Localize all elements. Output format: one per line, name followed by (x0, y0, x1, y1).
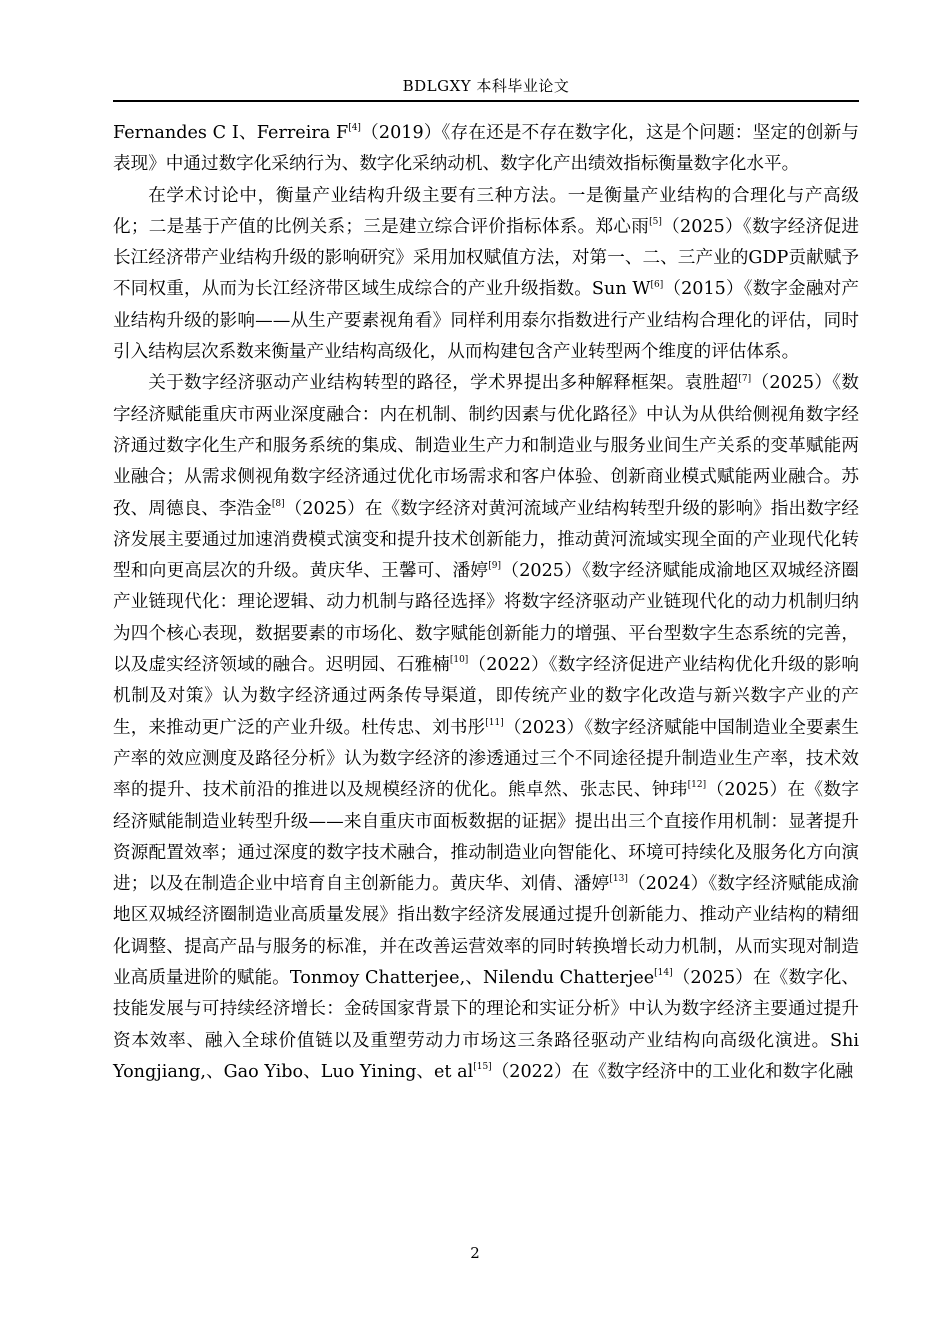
citation-marker: [15] (473, 1062, 492, 1073)
citation-marker: [14] (654, 968, 673, 979)
paragraph (113, 181, 859, 369)
paragraph (113, 368, 859, 1088)
citation-marker: [5] (649, 217, 662, 228)
text-run: Fernandes C I、Ferreira F (113, 123, 349, 143)
text-run: 在学术讨论中，衡量产业结构升级主要有三种方法。一是衡量产业结构的合理化与产高级化；二是基于产值的比例关系；三是建立综合评价指标体系。郑心雨 (113, 185, 859, 237)
citation-marker: [10] (449, 655, 469, 666)
text-run: （2023）《数字经济赋能中国制造业全要素生产率的效应测度及路径分析》认为数字经济的渗透通过三个不同途径提升制造业生产率，技术效率的提升、技术前沿的推进以及规模经济的优化。熊卓然、张志民、钟玮 (113, 717, 859, 801)
citation-marker: [4] (348, 123, 361, 134)
citation-marker: [12] (687, 780, 707, 791)
text-run: （2025）在《数字化、技能发展与可持续经济增长：金砖国家背景下的理论和实证分析》中认为数字经济主要通过提升资本效率、融入全球价值链以及重塑劳动力市场这三条路径驱动产业结构向高级化演进。Shi Yongjiang,、Gao Yibo、Luo Yining、et al (113, 968, 859, 1082)
paragraph (113, 118, 859, 181)
citation-marker: [9] (488, 561, 502, 572)
text-run: （2024）《数字经济赋能成渝地区双城经济圈制造业高质量发展》指出数字经济发展通过提升创新能力、推动产业结构的精细化调整、提高产品与服务的标准，并在改善运营效率的同时转换增长动力机制，从而实现对制造业高质量进阶的赋能。Tonmoy Chatterjee,、Nilendu Chatterjee (113, 874, 859, 989)
text-run: （2025）《数字经济赋能成渝地区双城经济圈产业链现代化：理论逻辑、动力机制与路径选择》将数字经济驱动产业链现代化的动力机制归纳为四个核心表现，数据要素的市场化、数字赋能创新能力的增强、平台型数字生态系统的完善，以及虚实经济领域的融合。迟明园、石雅楠 (113, 561, 859, 676)
text-run: 关于数字经济驱动产业结构转型的路径，学术界提出多种解释框架。袁胜超 (148, 373, 739, 394)
text-run: （2019）《存在还是不存在数字化，这是个问题：坚定的创新与表现》中通过数字化采纳行为、数字化采纳动机、数字化产出绩效指标衡量数字化水平。 (113, 123, 859, 175)
text-run: （2015）《数字金融对产业结构升级的影响——从生产要素视角看》同样利用泰尔指数进行产业结构合理化的评估，同时引入结构层次系数来衡量产业结构高级化，从而构建包含产业转型两个维度的评估体系。 (113, 279, 859, 363)
text-run: （2025）《数字经济赋能重庆市两业深度融合：内在机制、制约因素与优化路径》中认为从供给侧视角数字经济通过数字化生产和服务系统的集成、制造业生产力和制造业与服务业间生产关系的变革赋能两业融合；从需求侧视角数字经济通过优化市场需求和客户体验、创新商业模式赋能两业融合。苏孜、周德良、李浩金 (113, 373, 859, 519)
running-header: BDLGXY 本科毕业论文 (402, 77, 570, 95)
page-number: 2 (470, 1244, 480, 1262)
body-text (113, 118, 859, 1088)
citation-marker: [13] (609, 874, 628, 885)
text-run: （2022）在《数字经济中的工业化和数字化融 (491, 1061, 854, 1082)
text-run: （2022）《数字经济促进产业结构优化升级的影响机制及对策》认为数字经济通过两条传导渠道，即传统产业的数字化改造与新兴数字产业的产生，来推动更广泛的产业升级。杜传忠、刘书彤 (113, 655, 859, 738)
text-run: （2025）《数字经济促进长江经济带产业结构升级的影响研究》采用加权赋值方法，对第一、二、三产业的GDP贡献赋予不同权重，从而为长江经济带区域生成综合的产业升级指数。Sun W (113, 216, 859, 300)
header-rule (113, 100, 859, 102)
text-run: （2025）在《数字经济赋能制造业转型升级——来自重庆市面板数据的证据》提出出三个直接作用机制：显著提升资源配置效率；通过深度的数字技术融合，推动制造业向智能化、环境可持续化及服务化方向演进；以及在制造企业中培育自主创新能力。黄庆华、刘倩、潘婷 (113, 780, 859, 895)
text-run: （2025）在《数字经济对黄河流域产业结构转型升级的影响》指出数字经济发展主要通过加速消费模式演变和提升技术创新能力，推动黄河流域实现全面的产业现代化转型和向更高层次的升级。黄庆华、王馨可、潘婷 (113, 498, 859, 582)
citation-marker: [8] (271, 498, 285, 509)
citation-marker: [11] (485, 717, 504, 728)
citation-marker: [6] (650, 279, 664, 290)
citation-marker: [7] (738, 373, 752, 384)
